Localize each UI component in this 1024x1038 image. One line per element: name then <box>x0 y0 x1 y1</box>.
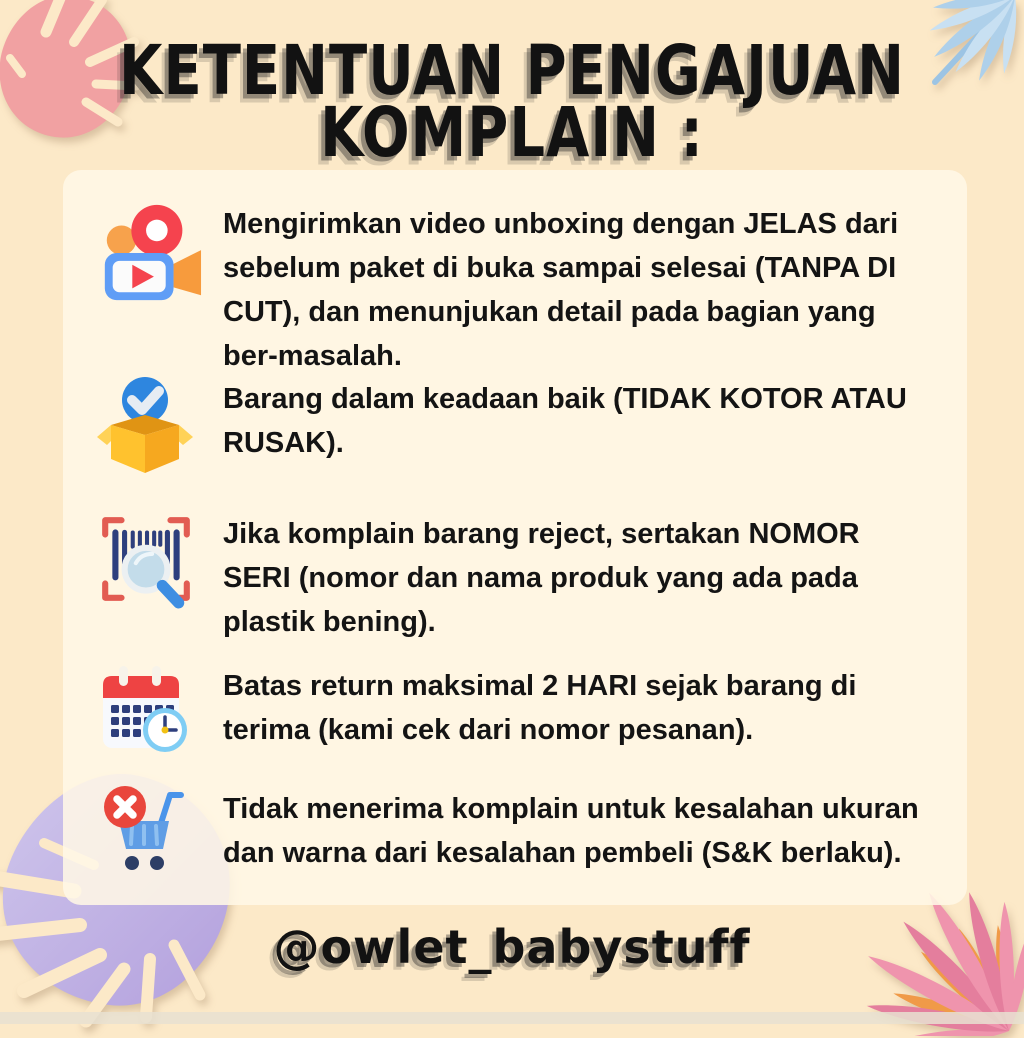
rule-item-condition <box>95 373 945 478</box>
bottom-strip <box>0 1012 1024 1024</box>
rule-text: Batas return maksimal 2 HARI sejak barang di terima (kami cek dari nomor pesanan). <box>223 670 857 746</box>
rule-item-no-complaint <box>95 783 945 888</box>
rule-item-video <box>95 198 945 378</box>
video-camera-icon <box>95 198 203 315</box>
title-line-2: KOMPLAIN : <box>320 93 704 173</box>
rule-text: Jika komplain barang reject, sertakan NOMOR SERI (nomor dan nama produk yang ada pada plastik bening). <box>223 518 860 638</box>
calendar-clock-icon <box>95 660 203 765</box>
barcode-scan-icon <box>95 508 203 615</box>
cart-cancel-icon <box>95 783 203 888</box>
instagram-handle: @owlet_babystuff <box>273 920 751 974</box>
rule-item-serial-number <box>95 508 945 644</box>
rule-text: Tidak menerima komplain untuk kesalahan ukuran dan warna dari kesalahan pembeli (S&K berlaku). <box>223 793 919 869</box>
rule-text: Mengirimkan video unboxing dengan JELAS dari sebelum paket di buka sampai selesai (TANPA DI CUT), dan menunjukan detail pada bagian yang ber-masalah. <box>223 208 899 372</box>
rule-text: Barang dalam keadaan baik (TIDAK KOTOR ATAU RUSAK). <box>223 383 907 459</box>
title-line-1: KETENTUAN PENGAJUAN <box>119 31 905 111</box>
box-check-icon <box>95 373 203 478</box>
page-title <box>0 31 1024 173</box>
rule-item-return-limit <box>95 660 945 765</box>
